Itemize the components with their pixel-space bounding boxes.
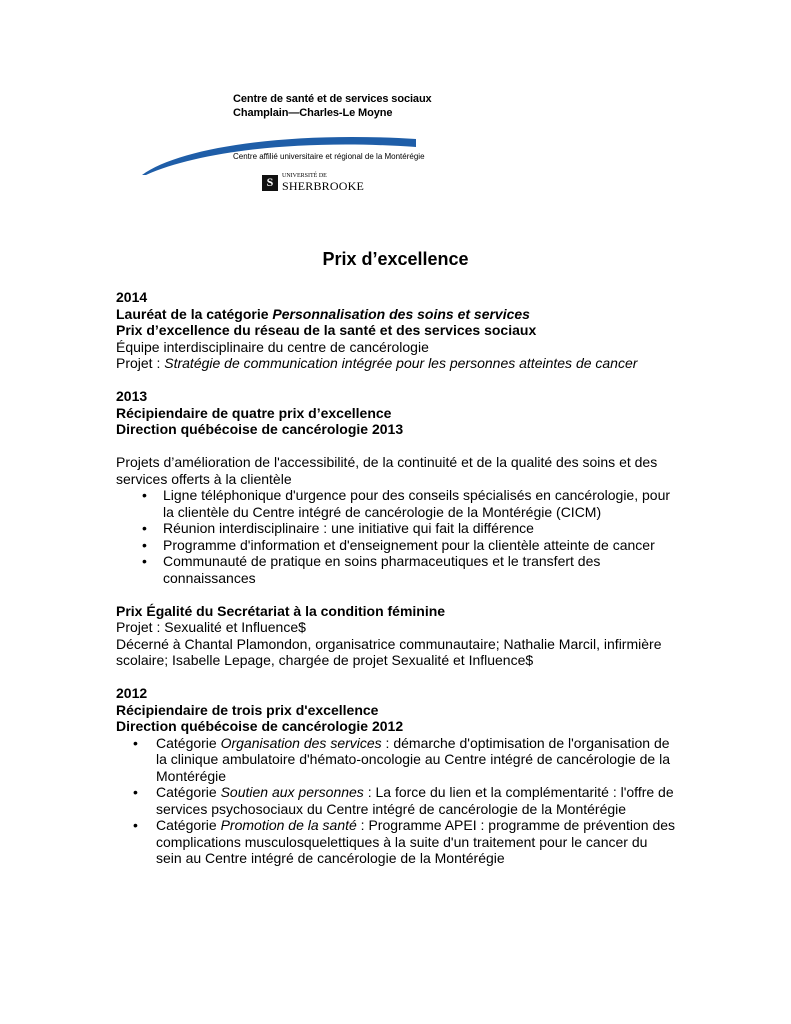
award-2014-prize: Prix d’excellence du réseau de la santé et des services sociaux [116, 322, 537, 338]
year-2012: 2012 [116, 685, 148, 701]
category-prefix: Catégorie [156, 817, 221, 833]
category-name: Soutien aux personnes [220, 784, 364, 800]
award-2013-direction: Direction québécoise de cancérologie 2013 [116, 421, 404, 437]
organization-name-line2: Champlain—Charles-Le Moyne [233, 107, 393, 119]
award-2012-recipient: Récipiendaire de trois prix d'excellence [116, 701, 379, 718]
list-item: • Programme d'information et d'enseignement pour la clientèle atteinte de cancer [116, 537, 676, 554]
prix-egalite-project: Projet : Sexualité et Influence$ [116, 619, 306, 635]
category-prefix: Catégorie [156, 734, 221, 751]
category-prefix: Catégorie [156, 784, 221, 800]
list-item [116, 735, 676, 785]
category-description: : démarche d'optimisation de l'organisation de la clinique ambulatoire d'hémato-oncologie au Centre intégré de cancérologie de la Montérégie [156, 734, 671, 784]
awards-content [116, 289, 676, 867]
list-item [116, 817, 676, 867]
university-mark-icon: S [262, 175, 278, 191]
category-description: : Programme APEI : programme de prévention des complications musculosquelettiques à la suite d'un traitement pour le cancer du sein au Centre intégré de cancérologie de la Montérégie [156, 817, 676, 866]
swoosh-logo [140, 125, 420, 177]
category-name: Promotion de la santé [220, 817, 357, 833]
year-2013: 2013 [116, 388, 148, 404]
organization-name [233, 92, 432, 120]
university-top-text: UNIVERSITÉ DE [282, 173, 327, 179]
organization-name-line1: Centre de santé et de services sociaux [233, 93, 432, 105]
award-2014-category-prefix: Lauréat de la catégorie [116, 305, 273, 322]
university-name-text: SHERBROOKE [282, 179, 365, 193]
award-2014-team: Équipe interdisciplinaire du centre de cancérologie [116, 338, 429, 355]
award-2013-intro: Projets d’amélioration de l'accessibilité, de la continuité et de la qualité des soins et des services offerts à la clientèle [116, 454, 658, 487]
prix-egalite-title: Prix Égalité du Secrétariat à la condition féminine [116, 602, 446, 619]
award-2013-recipient: Récipiendaire de quatre prix d’excellence [116, 404, 392, 421]
year-2014: 2014 [116, 289, 148, 305]
university-logo [262, 173, 364, 192]
award-2013-list [116, 487, 676, 586]
category-description: : La force du lien et la complémentarité : l'offre de services psychosociaux du Centre intégré de cancérologie de la Montérégie [156, 784, 674, 817]
list-item: • Ligne téléphonique d'urgence pour des conseils spécialisés en cancérologie, pour la clientèle du Centre intégré de cancérologie de la Montérégie (CICM) [116, 487, 676, 520]
letterhead [0, 0, 791, 210]
prix-egalite-awarded: Décerné à Chantal Plamondon, organisatrice communautaire; Nathalie Marcil, infirmière scolaire; Isabelle Lepage, chargée de projet Sexualité et Influence$ [116, 635, 662, 668]
list-item [116, 784, 676, 817]
award-2012-direction: Direction québécoise de cancérologie 2012 [116, 718, 404, 734]
list-item: • Communauté de pratique en soins pharmaceutiques et le transfert des connaissances [116, 553, 676, 586]
award-2014-category-name: Personnalisation des soins et services [272, 305, 530, 322]
affiliation-text: Centre affilié universitaire et régional de la Montérégie [233, 152, 425, 161]
award-2014-project [116, 355, 676, 372]
award-2014-project-prefix: Projet : [116, 355, 165, 371]
award-2014-project-name: Stratégie de communication intégrée pour les personnes atteintes de cancer [164, 355, 638, 371]
award-2012-list [116, 735, 676, 867]
award-2014-category [116, 306, 676, 323]
category-name: Organisation des services [220, 734, 382, 751]
university-wordmark [282, 173, 364, 192]
list-item: • Réunion interdisciplinaire : une initiative qui fait la différence [116, 520, 676, 537]
page-title: Prix d’excellence [322, 249, 469, 269]
